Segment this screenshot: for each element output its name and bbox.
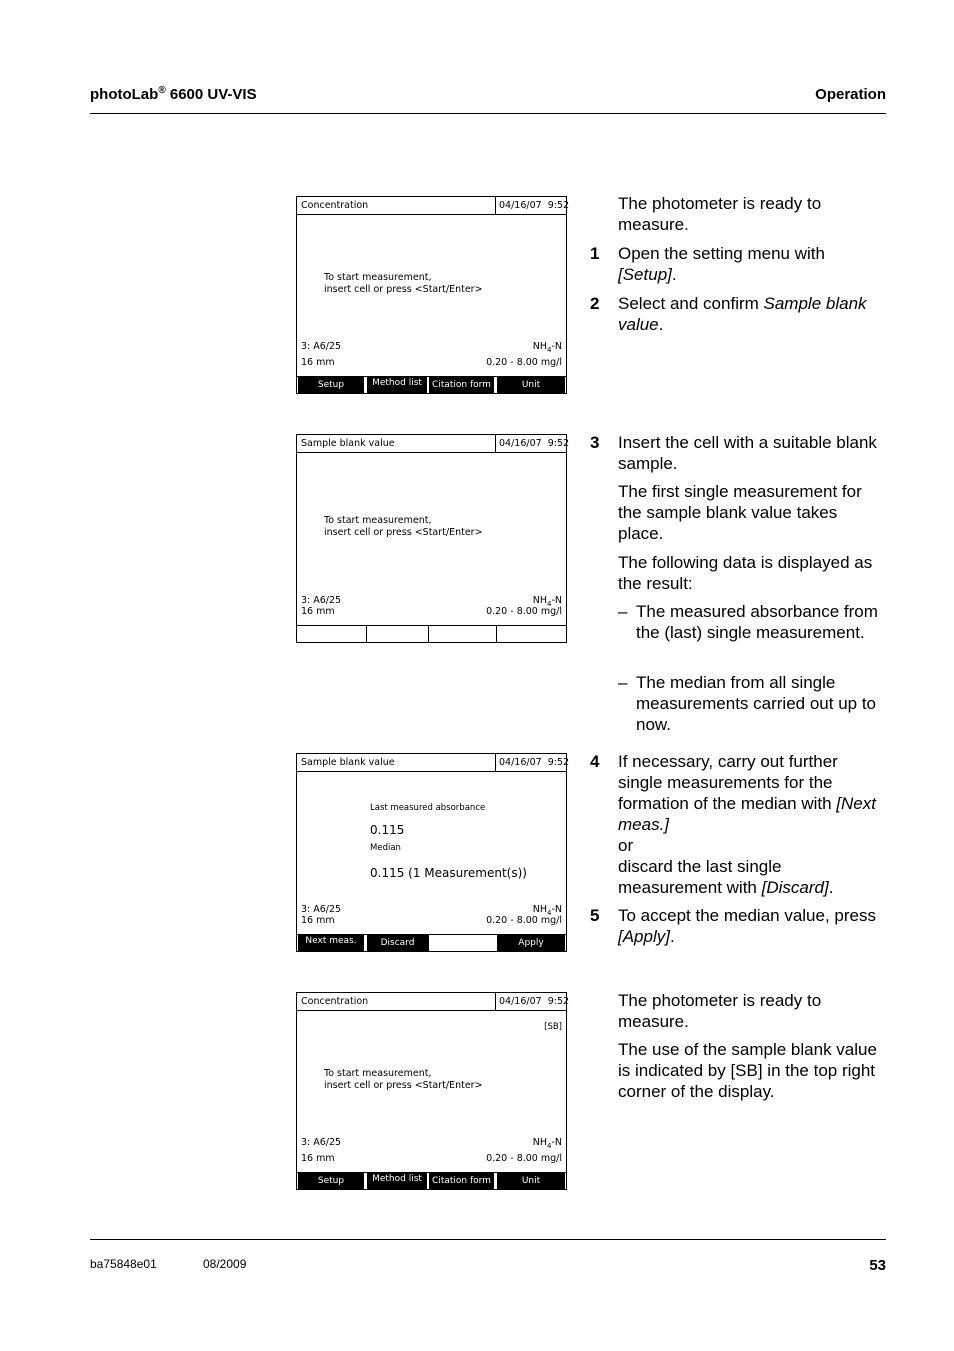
softkey-next-meas[interactable]: Next meas. (298, 935, 364, 951)
screen-datetime-box (495, 993, 570, 1010)
last-absorbance-value: 0.115 (370, 823, 405, 837)
step-text: If necessary, carry out further single measurements for the formation of the median with [Next meas.] or discard the last single measurement with [Discard]. (618, 752, 876, 897)
step-number: 2 (590, 294, 600, 313)
median-label: Median (370, 843, 401, 853)
screen-cell: 16 mm (301, 357, 335, 368)
step-number: 4 (590, 752, 600, 771)
screen-title: Sample blank value (301, 757, 395, 768)
softkey-discard[interactable]: Discard (367, 935, 428, 951)
softkey-method-list[interactable]: Method list (367, 1173, 427, 1189)
screen-datetime-box (495, 754, 570, 771)
screen-message-line2: insert cell or press <Start/Enter> (324, 284, 483, 295)
screen-cell: 16 mm (301, 1153, 335, 1164)
softkey-setup[interactable]: Setup (298, 377, 364, 393)
screen-method: 3: A6/25 (301, 341, 342, 352)
softkey-setup[interactable]: Setup (298, 1173, 364, 1189)
step-number: 1 (590, 244, 600, 263)
softkey-3[interactable] (428, 626, 496, 642)
screen-cell: 16 mm (301, 606, 335, 617)
screen-cell: 16 mm (301, 915, 335, 926)
first-measurement-text: The first single measurement for the sample blank value takes place. (618, 482, 862, 543)
screen-method: 3: A6/25 (301, 904, 342, 915)
softkey-bar (297, 376, 566, 393)
step-number: 5 (590, 906, 600, 925)
step-text: Open the setting menu with [Setup]. (618, 244, 825, 284)
softkey-apply[interactable]: Apply (497, 935, 565, 951)
softkey-citation-form[interactable]: Citation form (429, 1173, 494, 1189)
screen-titlebar (297, 993, 570, 1011)
softkey-bar (297, 934, 566, 951)
screen-titlebar (297, 435, 570, 453)
screen-range: 0.20 - 8.00 mg/l (486, 915, 562, 926)
screen-range: 0.20 - 8.00 mg/l (486, 1153, 562, 1164)
screen-datetime-box (495, 197, 570, 214)
display-screen-sample-blank (296, 434, 570, 643)
screen-message-line2: insert cell or press <Start/Enter> (324, 527, 483, 538)
outro-sb-text: The use of the sample blank value is indicated by [SB] in the top right corner of the display. (618, 1040, 877, 1101)
intro-text: The photometer is ready to measure. (618, 194, 822, 234)
step-number: 3 (590, 433, 600, 452)
step-text: Select and confirm Sample blank value. (618, 294, 867, 334)
display-screen-sample-blank-result (296, 753, 570, 952)
screen-datetime: 04/16/07 9:52 (499, 200, 570, 211)
softkey-method-list[interactable]: Method list (367, 377, 427, 393)
header-product: photoLab® 6600 UV-VIS (90, 85, 257, 103)
screen-parameter: $NH_4-N$ (532, 595, 562, 608)
sample-blank-indicator: [SB] (544, 1022, 562, 1032)
screen-parameter: $NH_4-N$ (532, 904, 562, 917)
softkey-4[interactable] (496, 626, 566, 642)
softkey-unit[interactable]: Unit (497, 377, 565, 393)
screen-parameter: $NH_4-N$ (532, 1137, 562, 1150)
footer-date: 08/2009 (203, 1257, 247, 1271)
softkey-1[interactable] (297, 626, 366, 642)
softkey-citation-form[interactable]: Citation form (429, 377, 494, 393)
step-text: To accept the median value, press [Apply]. (618, 906, 876, 946)
footer-rule (90, 1239, 886, 1240)
footer-doc-id: ba75848e01 (90, 1257, 157, 1271)
screen-datetime: 04/16/07 9:52 (499, 438, 570, 449)
softkey-bar (297, 1172, 566, 1189)
screen-message-line1: To start measurement, (324, 515, 432, 526)
outro-ready-text: The photometer is ready to measure. (618, 991, 822, 1031)
median-value: 0.115 (1 Measurement(s)) (370, 866, 527, 880)
screen-method: 3: A6/25 (301, 1137, 342, 1148)
result-data-text: The following data is displayed as the result: (618, 553, 873, 593)
screen-parameter: $NH_4-N$ (532, 341, 562, 354)
screen-title: Sample blank value (301, 438, 395, 449)
screen-title: Concentration (301, 200, 369, 211)
last-absorbance-label: Last measured absorbance (370, 803, 486, 813)
step-text: Insert the cell with a suitable blank sample. (618, 433, 877, 473)
screen-range: 0.20 - 8.00 mg/l (486, 606, 562, 617)
header-rule (90, 113, 886, 114)
screen-datetime: 04/16/07 9:52 (499, 996, 570, 1007)
softkey-bar (297, 625, 566, 642)
screen-titlebar (297, 754, 570, 772)
display-screen-concentration (296, 196, 570, 394)
display-screen-concentration-sb (296, 992, 570, 1190)
screen-datetime: 04/16/07 9:52 (499, 757, 570, 768)
screen-datetime-box (495, 435, 570, 452)
softkey-empty[interactable] (428, 935, 496, 951)
screen-range: 0.20 - 8.00 mg/l (486, 357, 562, 368)
header-section: Operation (815, 86, 886, 103)
screen-method: 3: A6/25 (301, 595, 342, 606)
screen-message-line1: To start measurement, (324, 272, 432, 283)
softkey-unit[interactable]: Unit (497, 1173, 565, 1189)
screen-message-line2: insert cell or press <Start/Enter> (324, 1080, 483, 1091)
page-number: 53 (869, 1257, 886, 1274)
screen-title: Concentration (301, 996, 369, 1007)
screen-titlebar (297, 197, 570, 215)
screen-message-line1: To start measurement, (324, 1068, 432, 1079)
softkey-2[interactable] (366, 626, 428, 642)
